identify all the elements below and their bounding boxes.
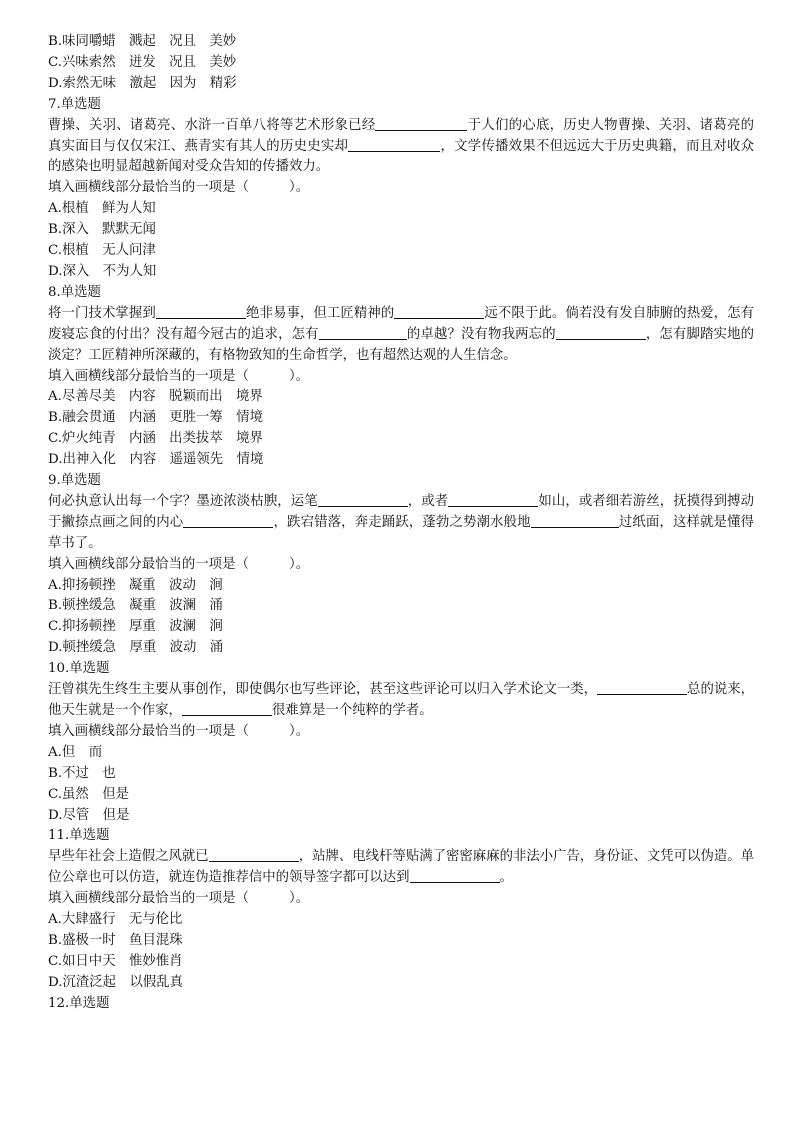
option-b: B.不过 也 xyxy=(48,765,116,781)
question-8 xyxy=(48,283,754,471)
stem-text: 远不限于此。倘若没有发自肺腑的热爱，怎有废寝忘食的付出？没有超今冠古的追求，怎有 xyxy=(48,305,755,342)
answer-blank xyxy=(156,304,246,319)
answer-blank xyxy=(394,304,484,319)
stem-text: 于人们的心底，历史人物曹操、关羽、诸葛亮的真实面目与仅仅宋江、燕青实有其人的历史史实却 xyxy=(48,117,755,154)
stem-text: 曹操、关羽、诸葛亮、水浒一百单八将等艺术形象已经 xyxy=(48,117,376,133)
option-a: A.抑扬顿挫 凝重 波动 涧 xyxy=(48,577,223,593)
stem-text: 汪曾祺先生终生主要从事创作，即使偶尔也写些评论，甚至这些评论可以归入学术论文一类， xyxy=(48,682,598,698)
option-a: A.但 而 xyxy=(48,744,103,760)
question-prompt: 填入画横线部分最恰当的一项是（ ）。 xyxy=(48,723,310,739)
option-c: C.炉火纯青 内涵 出类拔萃 境界 xyxy=(48,431,263,447)
question-header: 8.单选题 xyxy=(48,284,101,300)
question-stem xyxy=(48,492,754,555)
question-prompt: 填入画横线部分最恰当的一项是（ ）。 xyxy=(48,556,310,572)
stem-text: 早些年社会上造假之风就已 xyxy=(48,849,209,865)
stem-text: ，文学传播效果不但远远大于历史典籍，而且对收众的感染也明显超越新闻对受众告知的传播效力。 xyxy=(48,138,755,175)
question-11 xyxy=(48,826,754,993)
option-b: B.顿挫缓急 凝重 波澜 涌 xyxy=(48,598,223,614)
stem-text: 绝非易事，但工匠精神的 xyxy=(245,305,395,321)
stem-text: ，或者 xyxy=(407,493,449,509)
option-b: B.盛极一时 鱼目混珠 xyxy=(48,932,183,948)
question-prompt: 填入画横线部分最恰当的一项是（ ）。 xyxy=(48,368,310,384)
option-a: A.尽善尽美 内容 脱颖而出 境界 xyxy=(48,389,263,405)
stem-text: ，跌宕错落，奔走踊跃，蓬勃之势潮水般地 xyxy=(273,514,531,530)
answer-blank xyxy=(183,513,273,528)
option-d: D.出神入化 内容 遥遥领先 情境 xyxy=(48,452,264,468)
question-stem xyxy=(48,680,754,722)
question-stem xyxy=(48,304,754,367)
answer-blank xyxy=(209,847,299,862)
answer-blank xyxy=(556,325,646,340)
stem-text: ，怎有脚踏实地的淡定？工匠精神所深藏的，有格物致知的生命哲学，也有超然达观的人生信念。 xyxy=(48,326,755,363)
question-9 xyxy=(48,471,754,659)
stem-text: 何必执意认出每一个字？墨迹浓淡枯腴，运笔 xyxy=(48,493,318,509)
question-header: 7.单选题 xyxy=(48,96,101,112)
question-prompt: 填入画横线部分最恰当的一项是（ ）。 xyxy=(48,180,310,196)
option-d: D.尽管 但是 xyxy=(48,807,130,823)
option-d: D.索然无味 激起 因为 精彩 xyxy=(48,75,237,91)
stem-text: ，站牌、电线杆等贴满了密密麻麻的非法小广告，身份证、文凭可以伪造。单位公章也可以仿造，就连伪造推荐信中的领导签字都可以达到 xyxy=(48,849,755,886)
question-header: 10.单选题 xyxy=(48,661,110,677)
option-a: A.大肆盛行 无与伦比 xyxy=(48,912,183,928)
option-c: C.根植 无人问津 xyxy=(48,243,156,259)
option-c: C.兴味索然 迸发 况且 美妙 xyxy=(48,54,237,70)
option-b: B.融会贯通 内涵 更胜一筹 情境 xyxy=(48,410,263,426)
question-header: 12.单选题 xyxy=(48,995,110,1011)
option-d: D.深入 不为人知 xyxy=(48,263,157,279)
answer-blank xyxy=(375,116,467,131)
answer-blank xyxy=(348,137,440,152)
question-stem xyxy=(48,847,754,889)
exam-page xyxy=(48,32,754,1015)
stem-text: 很难算是一个纯粹的学者。 xyxy=(271,703,433,718)
stem-text: 过纸面，这样就是懂得草书了。 xyxy=(48,514,755,551)
question-12 xyxy=(48,994,754,1015)
option-c: C.抑扬顿挫 厚重 波澜 涧 xyxy=(48,619,223,635)
answer-blank xyxy=(318,492,408,507)
stem-text: 的卓越？没有物我两忘的 xyxy=(406,326,556,342)
option-b: B.味同嚼蜡 溅起 况且 美妙 xyxy=(48,34,237,49)
stem-text: 将一门技术掌握到 xyxy=(48,305,156,321)
question-header: 9.单选题 xyxy=(48,473,101,489)
answer-blank xyxy=(410,868,500,883)
option-c: C.如日中天 惟妙惟肖 xyxy=(48,953,183,969)
previous-question-options xyxy=(48,32,754,95)
option-a: A.根植 鲜为人知 xyxy=(48,201,156,217)
answer-blank xyxy=(448,492,538,507)
stem-text: 总的说来，他天生就是一个作家， xyxy=(48,682,755,718)
question-header: 11.单选题 xyxy=(48,828,110,844)
stem-text: 。 xyxy=(499,870,513,886)
answer-blank xyxy=(597,680,687,695)
question-prompt: 填入画横线部分最恰当的一项是（ ）。 xyxy=(48,891,310,907)
stem-text: 如山，或者细若游丝，抚摸得到搏动于撇捺点画之间的内心 xyxy=(48,493,755,530)
option-d: D.沉渣泛起 以假乱真 xyxy=(48,974,184,990)
answer-blank xyxy=(531,513,619,528)
option-b: B.深入 默默无闻 xyxy=(48,222,156,238)
answer-blank xyxy=(182,701,272,716)
question-7 xyxy=(48,95,754,283)
answer-blank xyxy=(319,325,407,340)
option-c: C.虽然 但是 xyxy=(48,786,129,802)
question-10 xyxy=(48,659,754,826)
question-stem xyxy=(48,116,754,179)
option-d: D.顿挫缓急 厚重 波动 涌 xyxy=(48,640,224,656)
